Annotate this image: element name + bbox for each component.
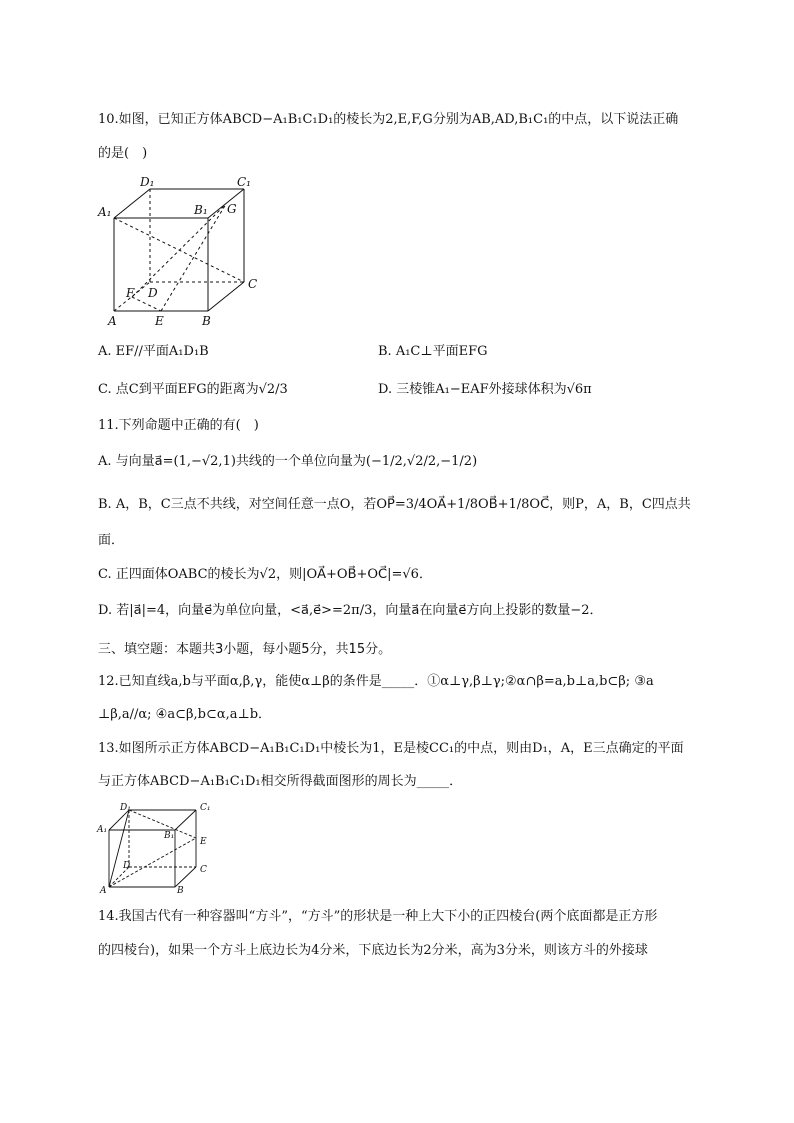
label-E: E	[155, 314, 164, 328]
q14-line1: 14.我国古代有一种容器叫“方斗”，“方斗”的形状是一种上大下小的正四棱台(两个底面都是正方形	[98, 909, 658, 924]
q11-option-a: A. 与向量a⃗=(1,−√2,1)共线的一个单位向量为(−1/2,√2/2,−1/2)	[98, 454, 478, 469]
label13-B: B	[177, 886, 184, 895]
label-D: D	[148, 286, 158, 300]
label-D1: D₁	[140, 175, 155, 189]
label13-A: A	[100, 886, 107, 895]
q13-cube-figure	[96, 800, 226, 895]
q10-option-c: C. 点C到平面EFG的距离为√2/3	[98, 382, 288, 397]
q13-line1: 13.如图所示正方体ABCD−A₁B₁C₁D₁中棱长为1，E是棱CC₁的中点，则由D₁，A，E三点确定的平面	[98, 741, 684, 756]
label13-C: C	[200, 865, 207, 875]
q10-option-d: D. 三棱锥A₁−EAF外接球体积为√6π	[378, 382, 592, 397]
label13-D1: D₁	[120, 803, 131, 813]
label-C1: C₁	[237, 175, 251, 189]
q10-stem-line2: 的是( )	[98, 146, 148, 161]
q11-option-d: D. 若|a⃗|=4，向量e⃗为单位向量，<a⃗,e⃗>=2π/3，向量a⃗在向量e⃗方向上投影的数量−2．	[98, 603, 603, 618]
label13-D: D	[123, 861, 131, 871]
q10-stem-line1: 10.如图，已知正方体ABCD−A₁B₁C₁D₁的棱长为2,E,F,G分别为AB,AD,B₁C₁的中点，以下说法正确	[98, 112, 679, 127]
q11-option-b-line2: 面．	[98, 533, 125, 548]
q12-line1: 12.已知直线a,b与平面α,β,γ，能使α⊥β的条件是_____．①α⊥γ,β⊥γ;②α∩β=a,b⊥a,b⊂β; ③a	[98, 674, 654, 689]
label13-B1: B₁	[164, 831, 175, 841]
section-3-heading: 三、填空题：本题共3小题，每小题5分，共15分。	[98, 642, 392, 657]
q10-cube-figure	[96, 170, 266, 330]
q11-option-c: C. 正四面体OABC的棱长为√2，则|OA⃗+OB⃗+OC⃗|=√6．	[98, 567, 432, 582]
label-F: F	[126, 286, 135, 300]
label13-E: E	[200, 837, 207, 847]
label-G: G	[227, 202, 237, 216]
label-A1: A₁	[98, 205, 112, 219]
label13-A1: A₁	[97, 825, 108, 835]
label-A: A	[108, 314, 117, 328]
label-B1: B₁	[194, 203, 208, 217]
label-B: B	[202, 314, 211, 328]
q11-option-b-line1: B. A，B，C三点不共线，对空间任意一点O，若OP⃗=3/4OA⃗+1/8OB⃗+1/8OC⃗，则P，A，B，C四点共	[98, 497, 691, 512]
q12-line2: ⊥β,a//α; ④a⊂β,b⊂α,a⊥b．	[98, 707, 272, 722]
label13-C1: C₁	[200, 803, 211, 813]
label-C: C	[248, 277, 258, 291]
q10-option-b: B. A₁C⊥平面EFG	[378, 344, 488, 359]
q10-option-a: A. EF//平面A₁D₁B	[98, 344, 209, 359]
q14-line2: 的四棱台)，如果一个方斗上底边长为4分米，下底边长为2分米，高为3分米，则该方斗的外接球	[98, 943, 648, 958]
q11-stem: 11.下列命题中正确的有( )	[98, 418, 259, 433]
q13-line2: 与正方体ABCD−A₁B₁C₁D₁相交所得截面图形的周长为_____．	[98, 774, 463, 789]
